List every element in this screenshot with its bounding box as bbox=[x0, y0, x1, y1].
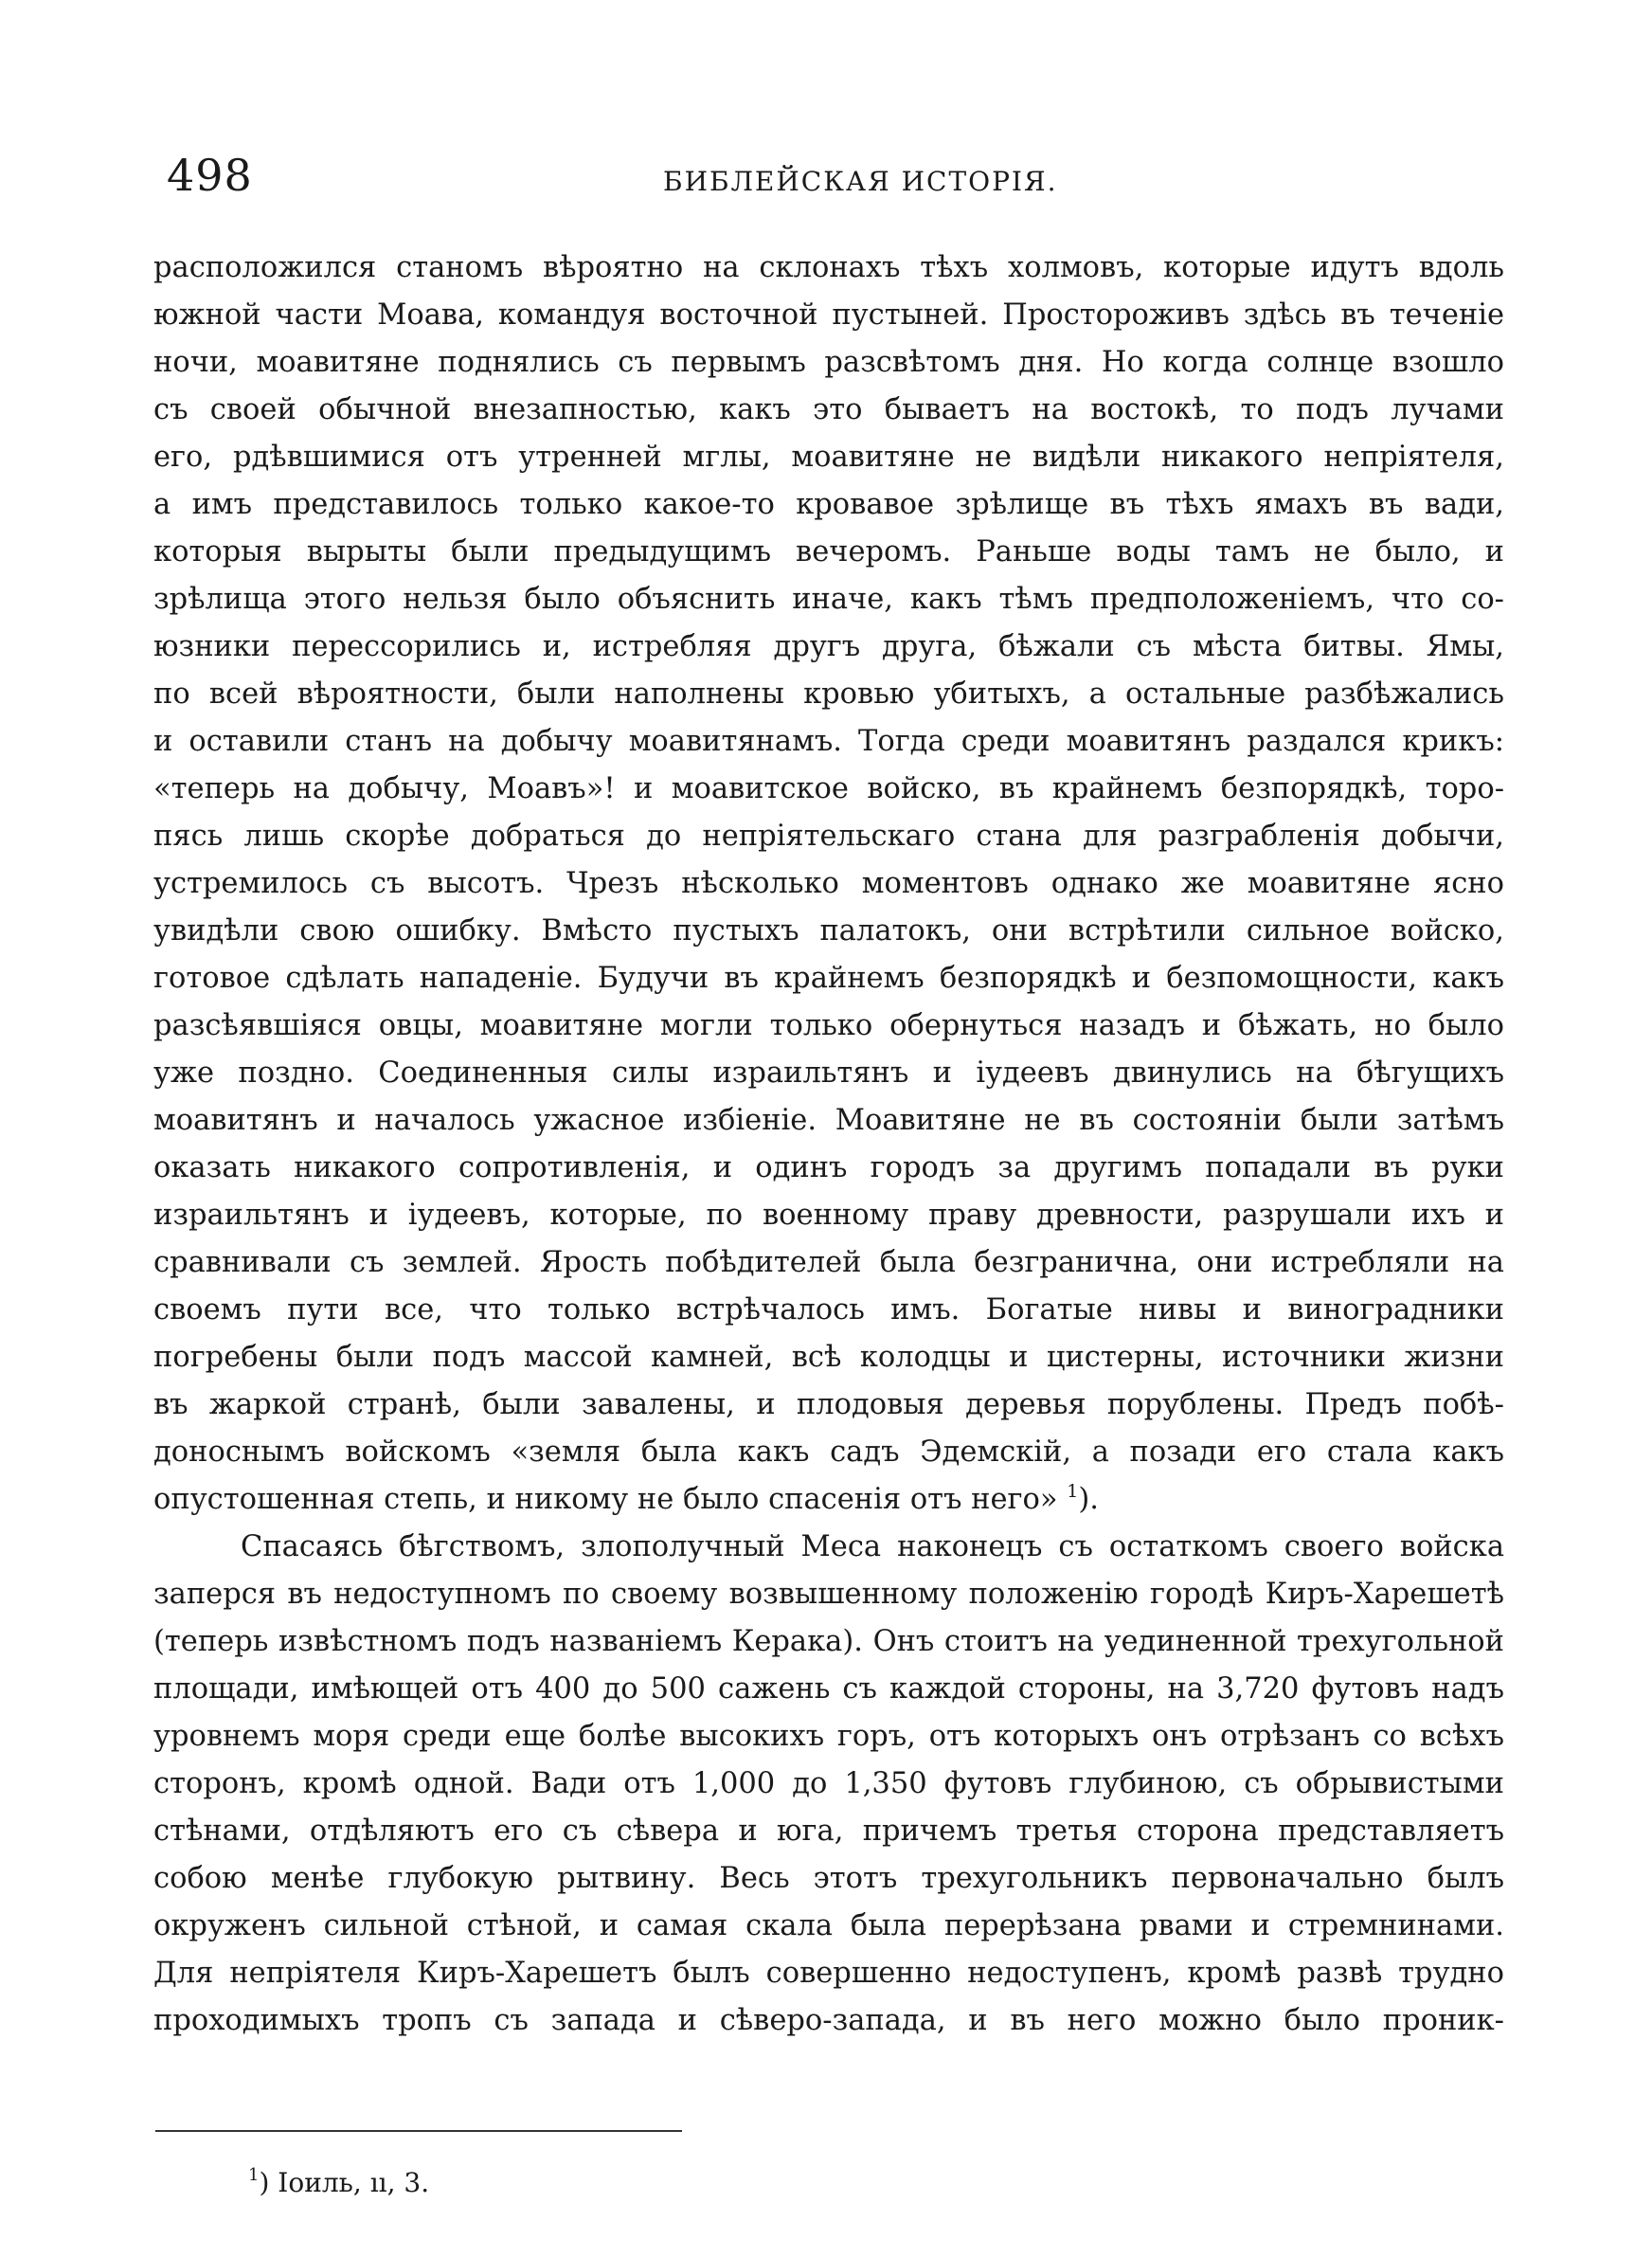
footnote-divider bbox=[155, 2130, 682, 2132]
text-line: стѣнами, отдѣляютъ его съ сѣвера и юга, причемъ третья сторона представляетъ bbox=[153, 1815, 1504, 1848]
text-line: «теперь на добычу, Моавъ»! и моавитское войско, въ крайнемъ безпорядкѣ, торо- bbox=[153, 772, 1504, 805]
text-line: а имъ представилось только какое-то кровавое зрѣлище въ тѣхъ ямахъ въ вади, bbox=[153, 488, 1504, 521]
text-line: его, рдѣвшимися отъ утренней мглы, моавитяне не видѣли никакого непріятеля, bbox=[153, 441, 1504, 474]
text-line: своемъ пути все, что только встрѣчалось имъ. Богатые нивы и виноградники bbox=[153, 1293, 1504, 1327]
text-line: сторонъ, кромѣ одной. Вади отъ 1,000 до 1,350 футовъ глубиною, съ обрывистыми bbox=[153, 1767, 1504, 1800]
text-line: оказать никакого сопротивленія, и одинъ городъ за другимъ попадали въ руки bbox=[153, 1151, 1504, 1184]
text-line: зрѣлища этого нельзя было объяснить иначе, какъ тѣмъ предположеніемъ, что со- bbox=[153, 583, 1504, 616]
text-line: которыя вырыты были предыдущимъ вечеромъ. Раньше воды тамъ не было, и bbox=[153, 535, 1504, 569]
text-line: юзники перессорились и, истребляя другъ друга, бѣжали съ мѣста битвы. Ямы, bbox=[153, 630, 1504, 663]
text-line: (теперь извѣстномъ подъ названіемъ Керака). Онъ стоитъ на уединенной трехугольной bbox=[153, 1625, 1504, 1658]
text-line: Для непріятеля Киръ-Харешетъ былъ совершенно недоступенъ, кромѣ развѣ трудно bbox=[153, 1957, 1504, 1990]
footnote bbox=[248, 2165, 430, 2198]
text-line: въ жаркой странѣ, были завалены, и плодовыя деревья порублены. Предъ побѣ- bbox=[153, 1388, 1504, 1421]
text-line-content: опустошенная степь, и никому не было спасенія отъ него» bbox=[153, 1483, 1058, 1516]
text-line: заперся въ недоступномъ по своему возвышенному положенію городѣ Киръ-Харешетѣ bbox=[153, 1578, 1504, 1611]
footnote-text: ) Іоиль, ıı, 3. bbox=[259, 2167, 430, 2198]
text-line: доноснымъ войскомъ «земля была какъ садъ Эдемскій, а позади его стала какъ bbox=[153, 1435, 1504, 1469]
text-line: южной части Моава, командуя восточной пустыней. Простороживъ здѣсь въ теченіе bbox=[153, 298, 1504, 332]
text-line: по всей вѣроятности, были наполнены кровью убитыхъ, а остальные разбѣжались bbox=[153, 677, 1504, 711]
text-line: собою менѣе глубокую рытвину. Весь этотъ трехугольникъ первоначально былъ bbox=[153, 1862, 1504, 1895]
text-line: пясь лишь скорѣе добраться до непріятельскаго стана для разграбленія добычи, bbox=[153, 820, 1504, 853]
text-line: площади, имѣющей отъ 400 до 500 сажень съ каждой стороны, на 3,720 футовъ надъ bbox=[153, 1672, 1504, 1706]
footnote-reference[interactable]: 1 bbox=[1067, 1481, 1079, 1502]
text-line: погребены были подъ массой камней, всѣ колодцы и цистерны, источники жизни bbox=[153, 1341, 1504, 1374]
text-line: уровнемъ моря среди еще болѣе высокихъ горъ, отъ которыхъ онъ отрѣзанъ со всѣхъ bbox=[153, 1720, 1504, 1753]
text-line: съ своей обычной внезапностью, какъ это бываетъ на востокѣ, то подъ лучами bbox=[153, 393, 1504, 426]
paragraph-first-line: Спасаясь бѣгствомъ, злополучный Меса наконецъ съ остаткомъ своего войска bbox=[241, 1530, 1504, 1563]
text-line: окруженъ сильной стѣной, и самая скала была перерѣзана рвами и стремнинами. bbox=[153, 1909, 1504, 1942]
footnote-marker: 1 bbox=[248, 2165, 260, 2185]
text-line: ночи, моавитяне поднялись съ первымъ разсвѣтомъ дня. Но когда солнце взошло bbox=[153, 346, 1504, 379]
text-line: увидѣли свою ошибку. Вмѣсто пустыхъ палатокъ, они встрѣтили сильное войско, bbox=[153, 914, 1504, 948]
text-line: готовое сдѣлать нападеніе. Будучи въ крайнемъ безпорядкѣ и безпомощности, какъ bbox=[153, 962, 1504, 995]
text-line: и оставили станъ на добычу моавитянамъ. Тогда среди моавитянъ раздался крикъ: bbox=[153, 725, 1504, 758]
footnote-reference-tail: ). bbox=[1078, 1483, 1099, 1516]
page-number: 498 bbox=[167, 150, 253, 201]
text-line: уже поздно. Соединенныя силы израильтянъ и іудеевъ двинулись на бѣгущихъ bbox=[153, 1056, 1504, 1090]
text-line: моавитянъ и началось ужасное избіеніе. Моавитяне не въ состояніи были затѣмъ bbox=[153, 1104, 1504, 1137]
text-line: израильтянъ и іудеевъ, которые, по военному праву древности, разрушали ихъ и bbox=[153, 1199, 1504, 1232]
text-line: проходимыхъ тропъ съ запада и сѣверо-запада, и въ него можно было проник- bbox=[153, 2004, 1504, 2037]
running-title: БИБЛЕЙСКАЯ ИСТОРІЯ. bbox=[663, 166, 1058, 197]
text-line: сравнивали съ землей. Ярость побѣдителей была безгранична, они истребляли на bbox=[153, 1246, 1504, 1279]
text-line: разсѣявшіяся овцы, моавитяне могли только обернуться назадъ и бѣжать, но было bbox=[153, 1009, 1504, 1042]
body-text bbox=[153, 244, 1504, 2045]
text-line: устремилось съ высотъ. Чрезъ нѣсколько моментовъ однако же моавитяне ясно bbox=[153, 867, 1504, 900]
text-line: расположился станомъ вѣроятно на склонахъ тѣхъ холмовъ, которые идутъ вдоль bbox=[153, 251, 1504, 284]
text-line-with-footnote-ref bbox=[153, 1476, 1504, 1524]
